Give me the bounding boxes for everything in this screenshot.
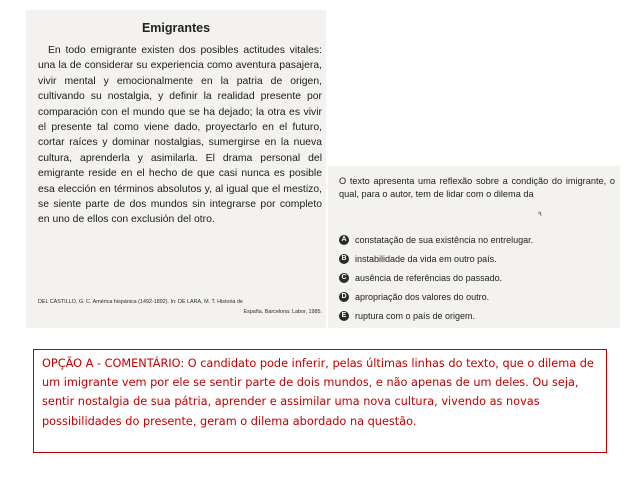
option-letter-c: C bbox=[339, 273, 349, 283]
option-letter-b: B bbox=[339, 254, 349, 264]
option-text-a: constatação de sua existência no entrelugar. bbox=[355, 234, 534, 245]
question-scan bbox=[328, 166, 620, 328]
option-letter-e: E bbox=[339, 311, 349, 321]
citation-line-2: España. Barcelona: Labor, 1985. bbox=[243, 308, 322, 315]
option-a bbox=[339, 230, 533, 249]
option-text-c: ausência de referências do passado. bbox=[355, 272, 503, 283]
answer-options bbox=[339, 230, 533, 325]
option-text-e: ruptura com o país de origem. bbox=[355, 310, 476, 321]
option-text-d: apropriação dos valores do outro. bbox=[355, 291, 490, 302]
option-letter-d: D bbox=[339, 292, 349, 302]
option-text-b: instabilidade da vida em outro país. bbox=[355, 253, 497, 264]
option-letter-a: A bbox=[339, 235, 349, 245]
citation-line-1: DEL CASTILLO, G. C. América hispánica (1492-1892). In: DE LARA, M. T. Historia de bbox=[38, 299, 243, 305]
commentary-box: OPÇÃO A - COMENTÁRIO: O candidato pode inferir, pelas últimas linhas do texto, que o dilema de um imigrante vem por ele se sentir parte de dois mundos, e não apenas de um deles. Ou seja, sentir nostalgia de sua pátria, aprender e assimilar uma nova cultura, vivendo as novas possibilidades do presente, geram o dilema abordado na questão. bbox=[33, 349, 607, 453]
passage-text: En todo emigrante existen dos posibles actitudes vitales: una la de considerar su experiencia como aventura pasajera, vivir mental y emocionalmente en la patria de origen, cultivando su nostalgia, y definir la realidad presente por comparación con el mundo que se ha dejado; la otra es vivir el presente tal como viene dado, proyectarlo en el futuro, cortar raíces y dominar nostalgias, sumergirse en la nueva cultura, aprenderla y asimilarla. El drama personal del emigrante reside en el hecho de que casi nunca es posible esa elección en términos absolutos y, al igual que el mestizo, se siente parte de dos mundos sin integrarse por completo en uno de ellos con exclusión del otro. bbox=[38, 45, 322, 226]
option-c bbox=[339, 268, 533, 287]
question-stem: O texto apresenta uma reflexão sobre a condição do imigrante, o qual, para o autor, tem de lidar com o dilema da bbox=[339, 176, 615, 199]
option-d bbox=[339, 287, 533, 306]
passage-scan bbox=[26, 10, 326, 328]
pencil-mark-icon: ٩ bbox=[538, 211, 542, 218]
option-b bbox=[339, 249, 533, 268]
option-e bbox=[339, 306, 533, 325]
passage-citation bbox=[38, 298, 322, 317]
passage-title: Emigrantes bbox=[141, 21, 211, 35]
